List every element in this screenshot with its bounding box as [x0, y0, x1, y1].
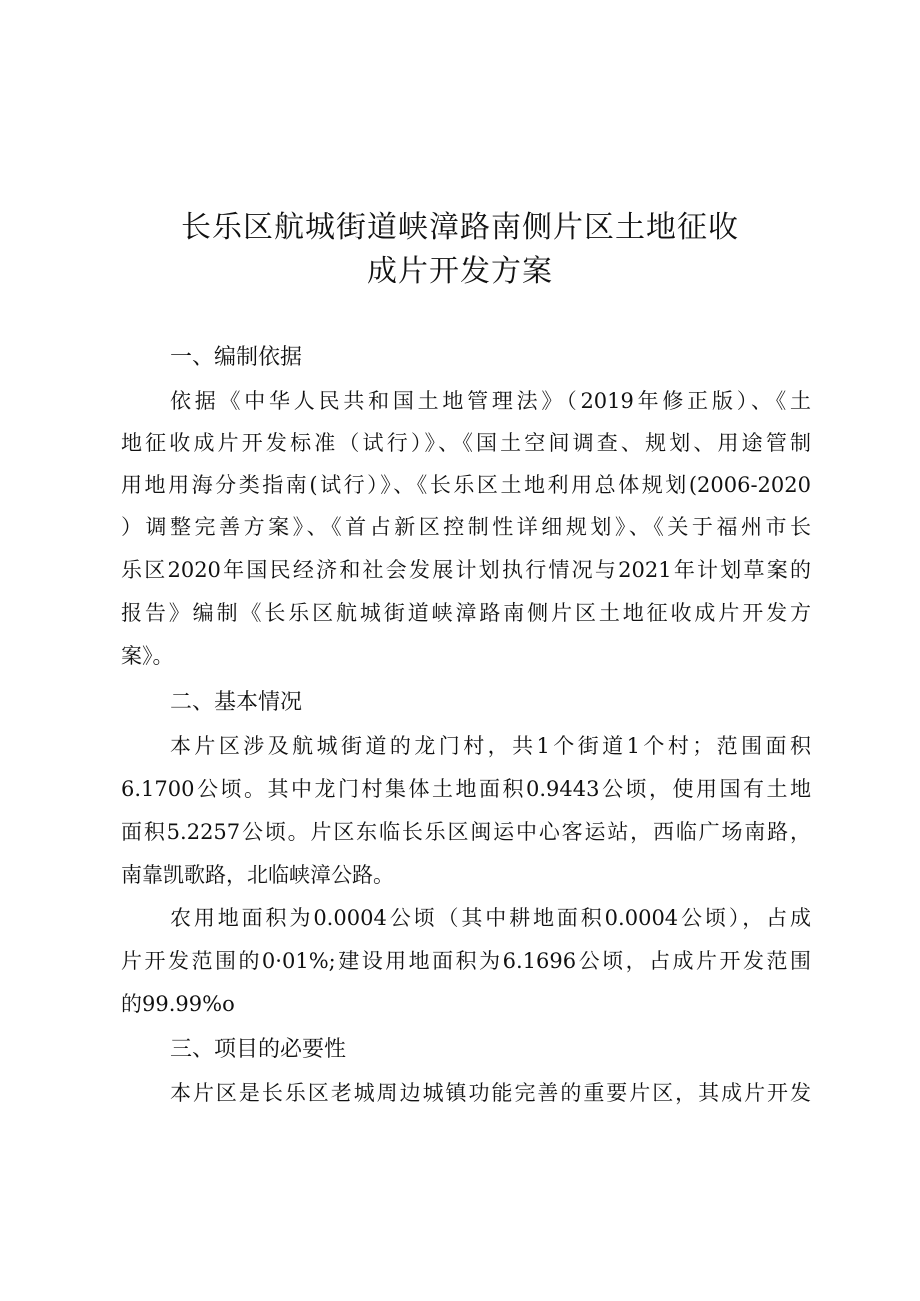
- paragraph-line: 本片区涉及航城街道的龙门村，共1个街道1个村；范围面积: [170, 734, 811, 758]
- paragraph-line: 本片区是长乐区老城周边城镇功能完善的重要片区，其成片开发: [170, 1081, 811, 1105]
- document-title-line-1: 长乐区航城街道峡漳路南侧片区土地征收: [181, 210, 739, 245]
- paragraph-line: 依据《中华人民共和国土地管理法》（2019年修正版）、《土: [170, 389, 811, 413]
- paragraph-line: 案》。: [121, 644, 174, 668]
- section-heading-necessity: 三、项目的必要性: [170, 1037, 347, 1062]
- paragraph-line: 地征收成片开发标准（试行）》、《国土空间调查、规划、用途管制: [121, 431, 811, 455]
- paragraph-line: ）调整完善方案》、《首占新区控制性详细规划》、《关于福州市长: [121, 515, 811, 539]
- section-heading-basis: 一、编制依据: [170, 345, 303, 370]
- paragraph-line: 乐区2020年国民经济和社会发展计划执行情况与2021年计划草案的: [121, 558, 811, 582]
- paragraph-line: 农用地面积为0.0004公顷（其中耕地面积0.0004公顷），占成: [170, 906, 811, 930]
- paragraph-line: 片开发范围的0·01%;建设用地面积为6.1696公顷，占成片开发范围: [121, 949, 811, 973]
- paragraph-line: 面积5.2257公顷。片区东临长乐区闽运中心客运站，西临广场南路，: [121, 820, 811, 844]
- paragraph-line: 报告》编制《长乐区航城街道峡漳路南侧片区土地征收成片开发方: [121, 601, 811, 625]
- paragraph-line: 的99.99%o: [121, 992, 235, 1016]
- paragraph-line: 用地用海分类指南(试行）》、《长乐区土地利用总体规划(2006-2020: [121, 473, 811, 497]
- paragraph-line: 6.1700公顷。其中龙门村集体土地面积0.9443公顷，使用国有土地: [121, 777, 811, 801]
- document-title-line-2: 成片开发方案: [367, 254, 553, 289]
- section-heading-basic-info: 二、基本情况: [170, 690, 303, 715]
- paragraph-line: 南靠凯歌路，北临峡漳公路。: [121, 863, 394, 887]
